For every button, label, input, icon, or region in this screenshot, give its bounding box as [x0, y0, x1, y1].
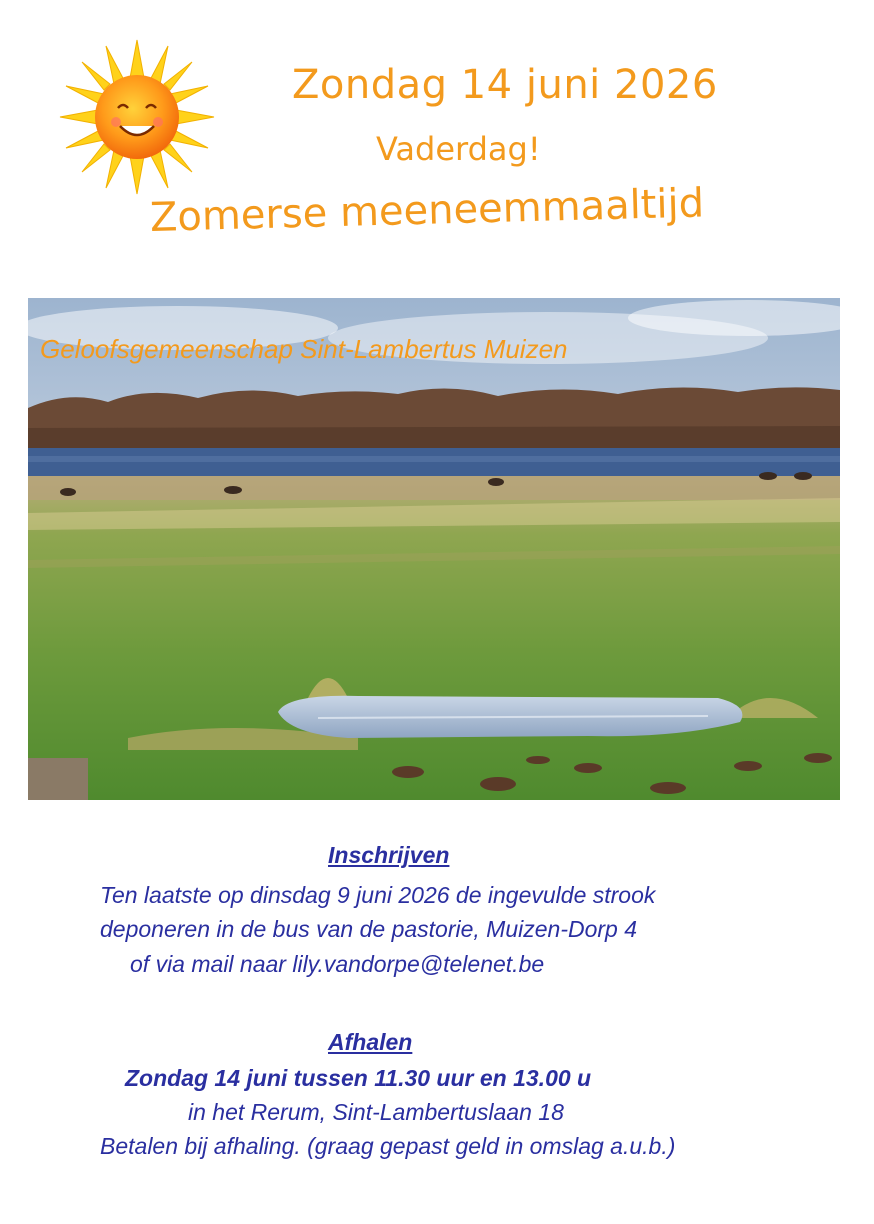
pickup-time: Zondag 14 juni tussen 11.30 uur en 13.00 u — [125, 1065, 592, 1091]
registration-heading: Inschrijven — [328, 842, 450, 868]
event-title: Zomerse meeneemmaaltijd — [149, 180, 705, 241]
registration-line: Ten laatste op dinsdag 9 juni 2026 de ingevulde strook — [100, 882, 656, 908]
smiling-sun-icon — [58, 38, 216, 196]
registration-line: deponeren in de bus van de pastorie, Muizen-Dorp 4 — [100, 916, 638, 942]
payment-note: Betalen bij afhaling. (graag gepast geld in omslag a.u.b.) — [100, 1133, 676, 1159]
pickup-heading: Afhalen — [328, 1029, 413, 1055]
landscape-photo — [28, 298, 840, 800]
registration-line: of via mail naar lily.vandorpe@telenet.be — [130, 951, 545, 977]
pickup-location: in het Rerum, Sint-Lambertuslaan 18 — [188, 1099, 564, 1125]
community-caption: Geloofsgemeenschap Sint-Lambertus Muizen — [40, 334, 568, 364]
event-date: Zondag 14 juni 2026 — [292, 62, 718, 108]
occasion-title: Vaderdag! — [376, 130, 541, 168]
